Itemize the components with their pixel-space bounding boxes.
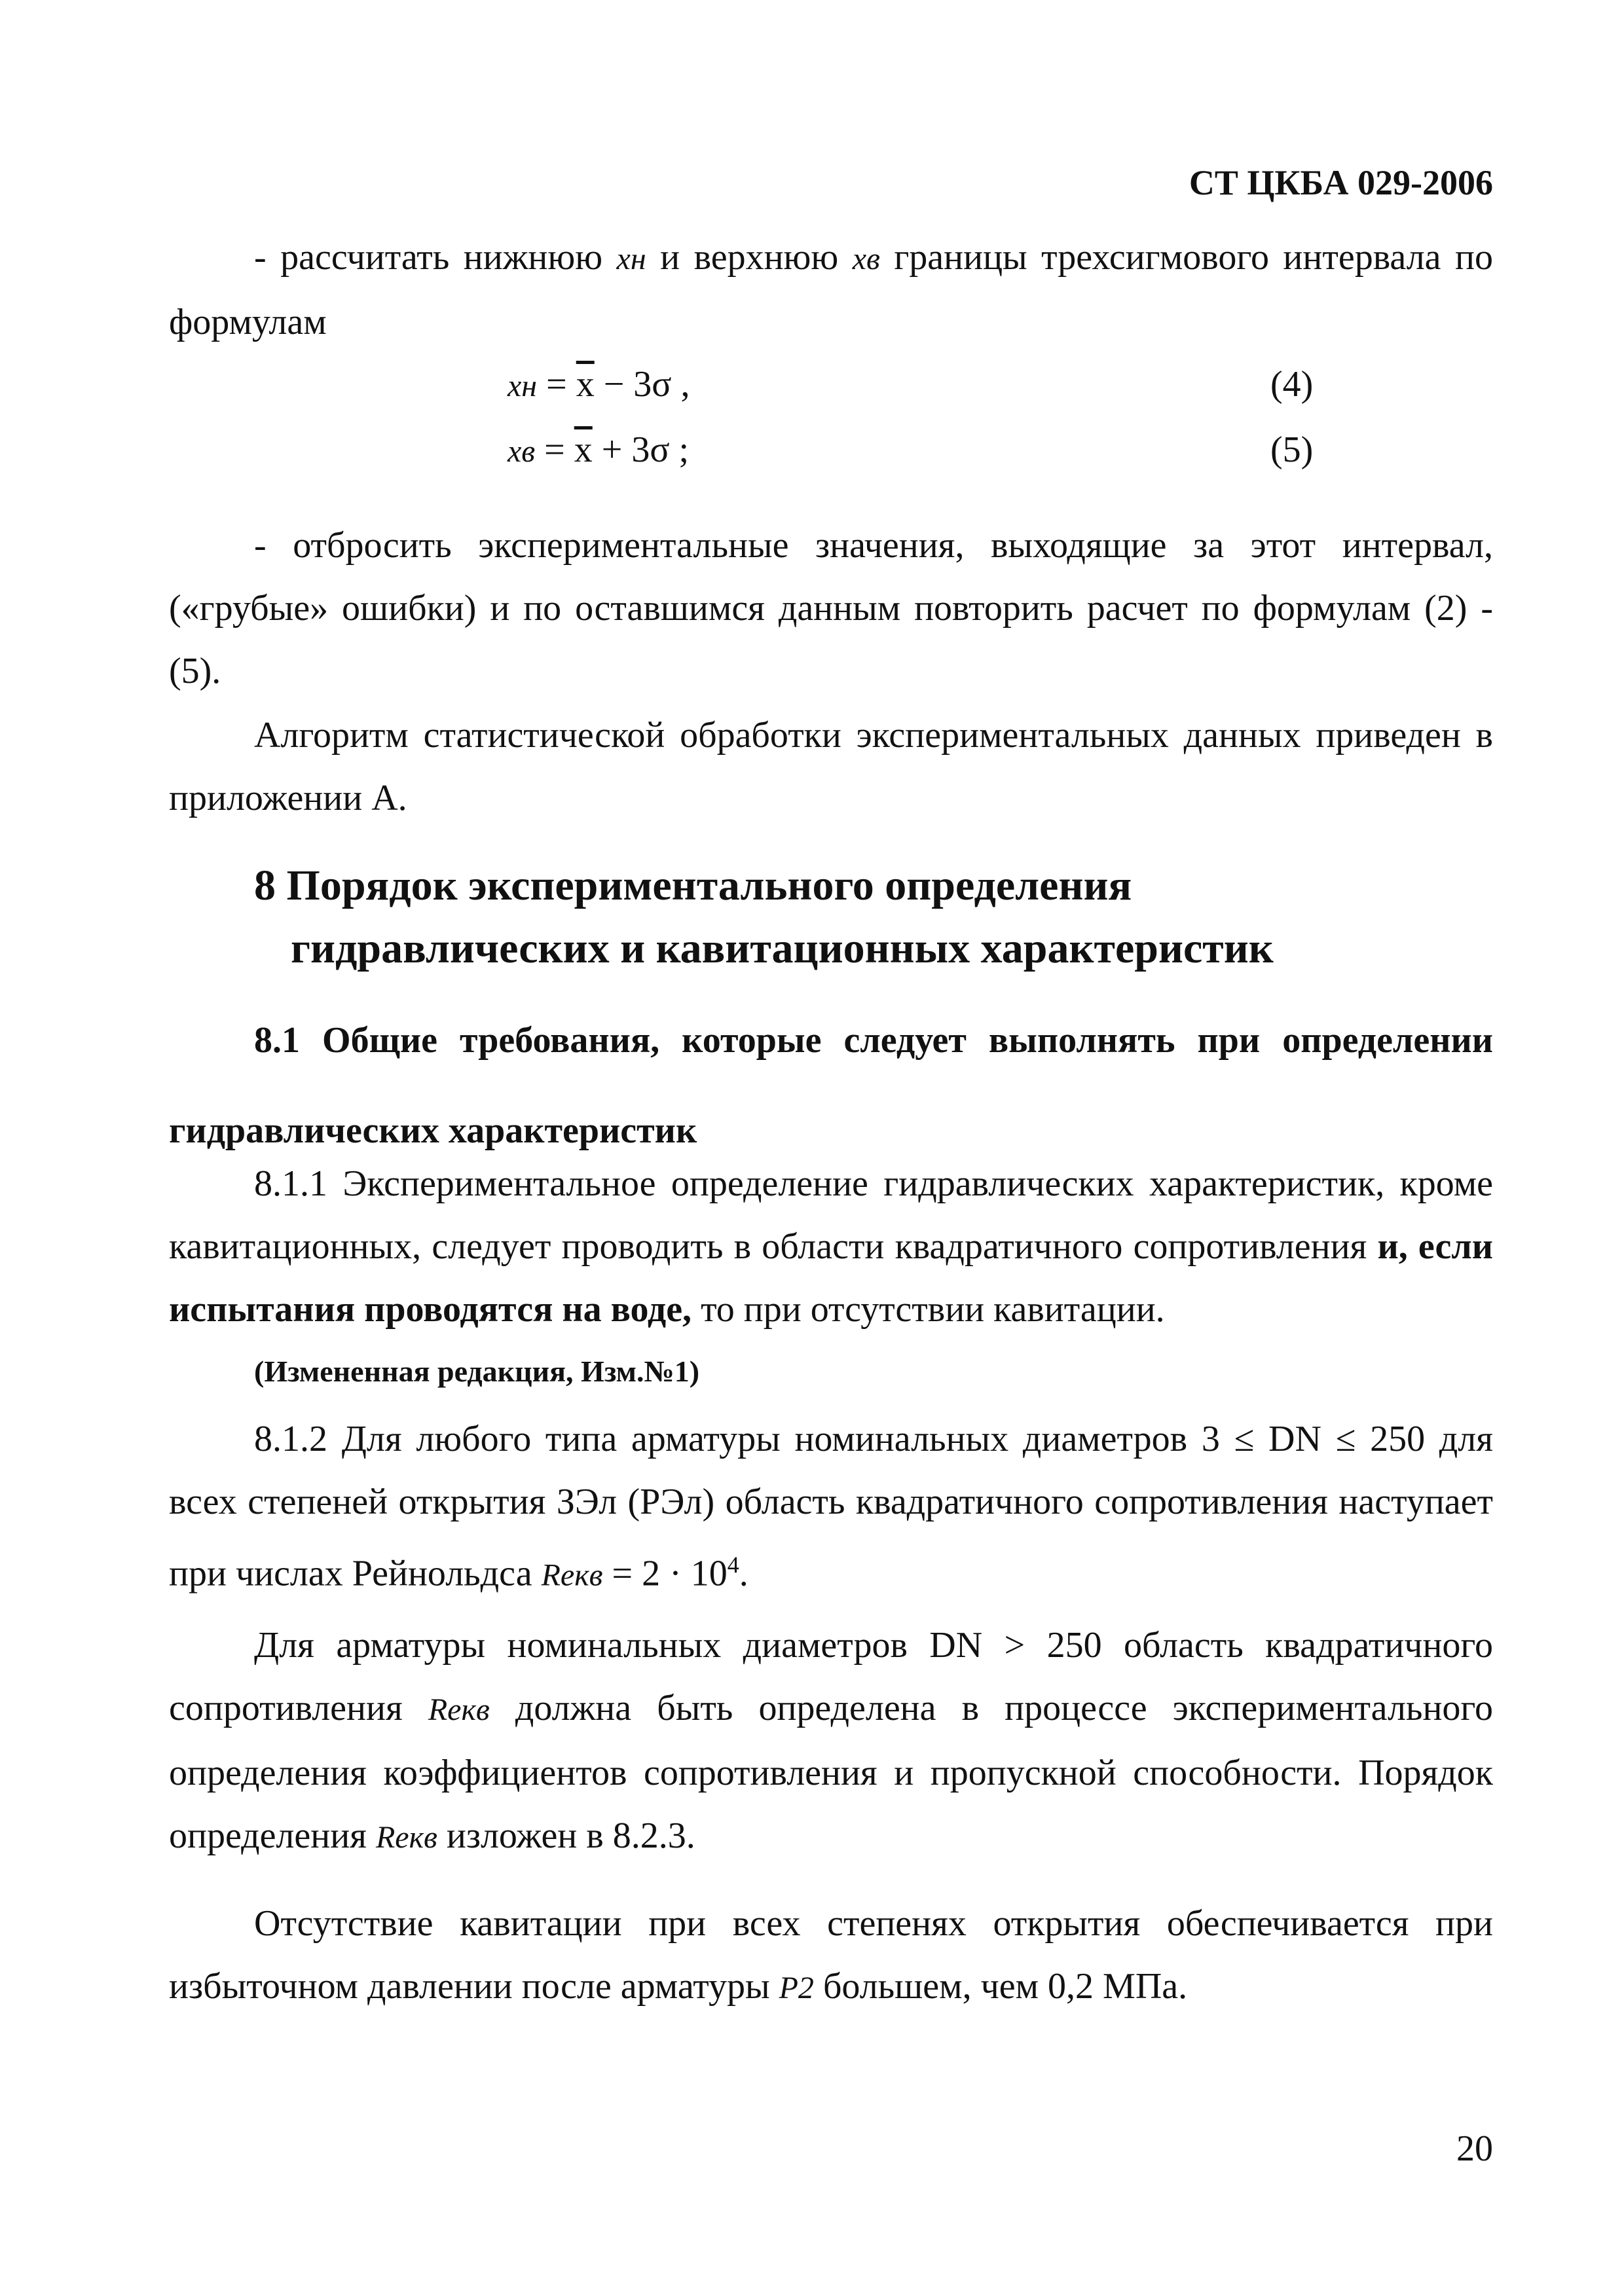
formula-5-rhs: + 3σ ; <box>592 429 690 470</box>
subsection-8-1-title: 8.1 Общие требования, которые следует выполнять при определении гидравлических характеристик <box>169 1020 1493 1151</box>
p812-end: . <box>739 1553 748 1594</box>
dn250-text-3: изложен в 8.2.3. <box>437 1815 695 1856</box>
intro-text-1: - рассчитать нижнюю <box>254 237 617 278</box>
formula-4-number: (4) <box>1270 364 1314 405</box>
formula-5-number: (5) <box>1270 429 1314 470</box>
p812-text-1: 8.1.2 Для любого типа арматуры номинальных диаметров 3 ≤ DN ≤ 250 для всех степеней открытия ЗЭл (РЭл) область квадратичного сопротивления наступает при числах Рейнольдса <box>169 1419 1493 1594</box>
dn250-text-1: Для арматуры номинальных диаметров DN > 250 область квадратичного сопротивления <box>169 1625 1493 1728</box>
reynolds-symbol-2: Reкв <box>375 1820 437 1855</box>
paragraph-8-1-2 <box>169 1408 1493 1607</box>
formula-5-mean: $\overline{x}$ <box>574 429 593 470</box>
page-number: 20 <box>1456 2128 1493 2169</box>
paragraph-8-1-1 <box>169 1152 1493 1341</box>
paragraph-cavitation <box>169 1892 1493 2020</box>
discard-paragraph: - отбросить экспериментальные значения, выходящие за этот интервал, («грубые» ошибки) и по оставшимся данным повторить расчет по формулам (2) - (5). <box>169 525 1493 691</box>
intro-text-2: и верхнюю <box>646 237 853 278</box>
algorithm-paragraph: Алгоритм статистической обработки экспериментальных данных приведен в приложении А. <box>169 715 1493 818</box>
cavitation-text-1: Отсутствие кавитации при всех степенях открытия обеспечивается при избыточном давлении после арматуры <box>169 1903 1493 2007</box>
p811-text-1: 8.1.1 Экспериментальное определение гидравлических характеристик, кроме кавитационных, следует проводить в области квадратичного сопротивления <box>169 1163 1493 1267</box>
reynolds-symbol: Reкв <box>541 1558 603 1593</box>
formula-5 <box>507 429 689 471</box>
formula-4-lhs: xн <box>507 369 538 403</box>
section-8-title <box>254 854 1498 980</box>
document-code: СТ ЦКБА 029-2006 <box>1189 163 1493 202</box>
formula-4 <box>507 363 690 405</box>
reynolds-exponent: 4 <box>727 1552 739 1578</box>
section-8-title-line1: 8 Порядок экспериментального определения <box>254 862 1132 909</box>
formula-5-eq: = <box>535 429 574 470</box>
formula-4-mean: $\overline{x}$ <box>576 364 595 405</box>
cavitation-text-2: большем, чем 0,2 МПа. <box>813 1966 1188 2007</box>
paragraph-dn250 <box>169 1614 1493 1869</box>
formula-5-lhs: xв <box>507 434 536 469</box>
intro-paragraph <box>169 226 1493 354</box>
formula-4-rhs: − 3σ , <box>594 364 690 405</box>
x-upper-symbol: xв <box>852 242 880 276</box>
p811-text-2: то при отсутствии кавитации. <box>692 1289 1165 1330</box>
formula-4-eq: = <box>537 364 576 405</box>
p811-bold-text: и, если испытания проводятся на воде, <box>169 1226 1494 1330</box>
reynolds-symbol-1: Reкв <box>428 1692 490 1727</box>
intro-text-3: границы трехсигмового интервала по формулам <box>169 237 1493 342</box>
pressure-symbol: P2 <box>779 1971 814 2005</box>
x-lower-symbol: xн <box>616 242 646 276</box>
section-8-title-line2: гидравлических и кавитационных характеристик <box>291 924 1274 972</box>
dn250-text-2: должна быть определена в процессе экспериментального определения коэффициентов сопротивления и пропускной способности. Порядок определения <box>169 1688 1493 1856</box>
edit-note: (Измененная редакция, Изм.№1) <box>254 1355 700 1388</box>
reynolds-value: = 2 · 10 <box>602 1553 728 1594</box>
